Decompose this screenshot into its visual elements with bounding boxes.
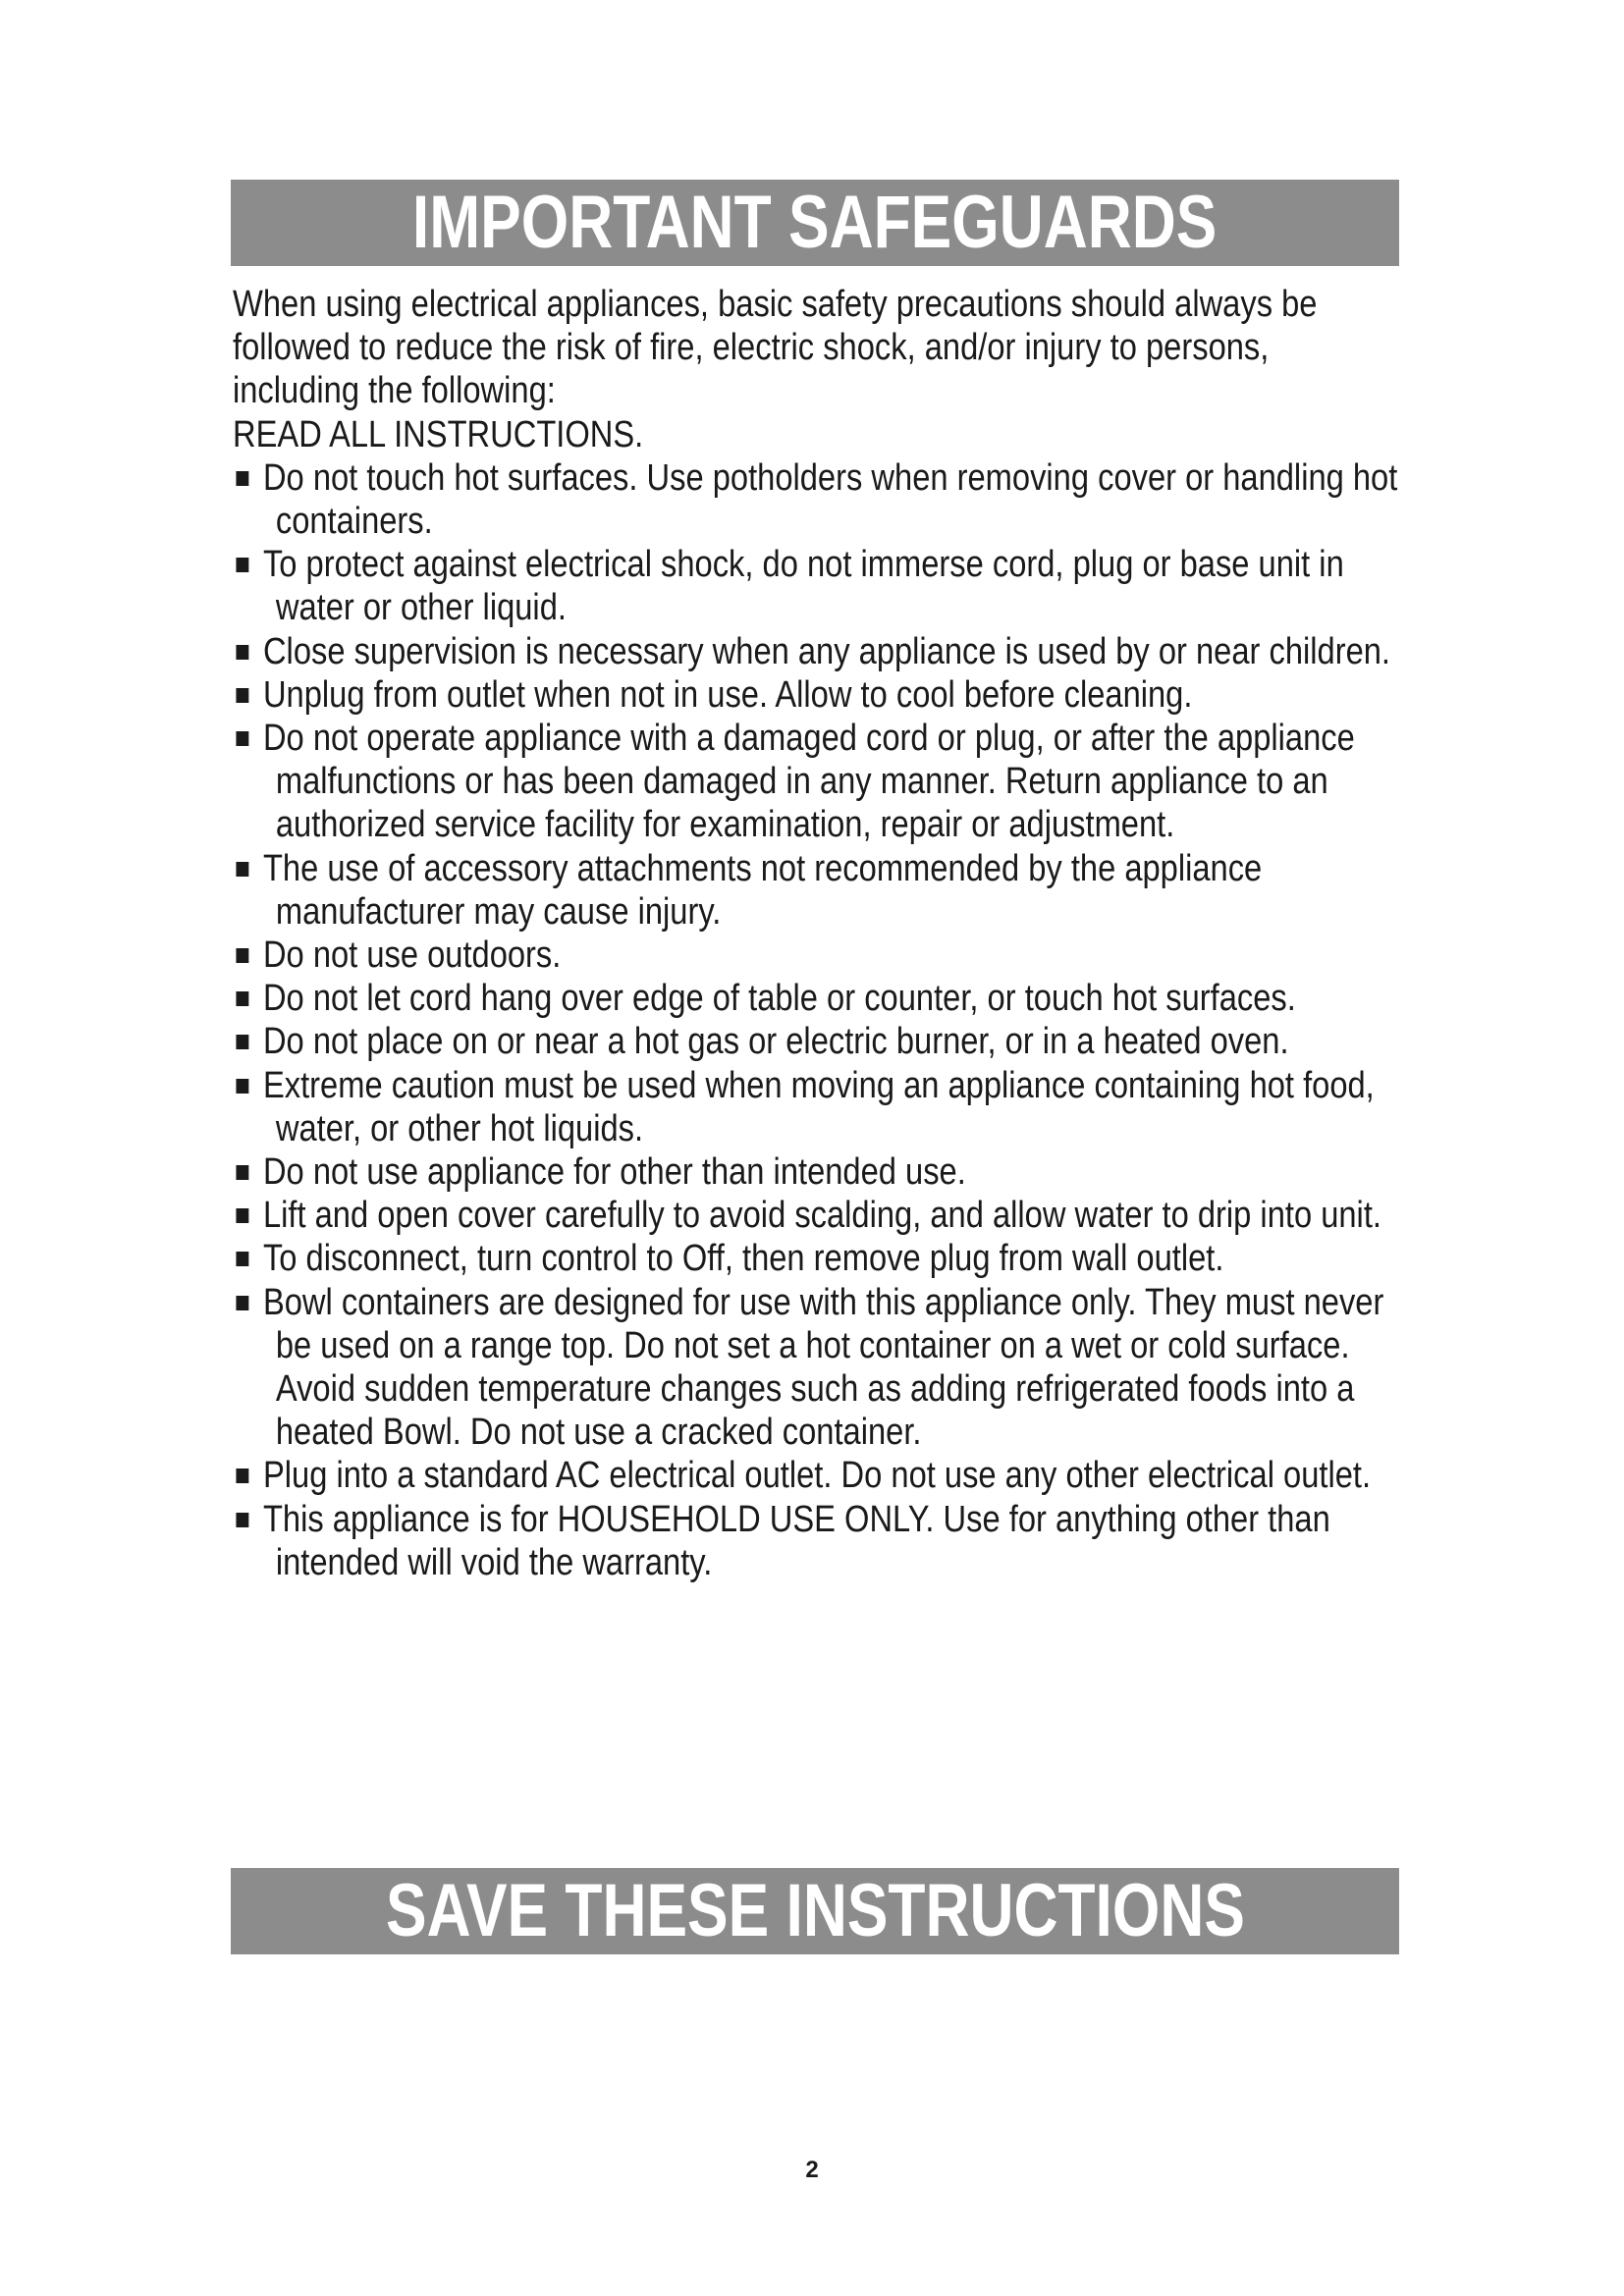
square-bullet-icon xyxy=(236,558,248,572)
square-bullet-icon xyxy=(236,862,248,877)
safeguard-text: Plug into a standard AC electrical outlet. Do not use any other electrical outlet. xyxy=(262,1455,1372,1497)
safeguard-item xyxy=(233,1020,1398,1063)
safeguard-text: Do not let cord hang over edge of table or counter, or touch hot surfaces. xyxy=(262,978,1296,1020)
safeguard-text: Lift and open cover carefully to avoid scalding, and allow water to drip into unit. xyxy=(262,1195,1381,1237)
page-number: 2 xyxy=(805,2157,819,2183)
safeguard-item xyxy=(233,1150,1398,1194)
save-instructions-heading xyxy=(231,1868,1399,1954)
square-bullet-icon xyxy=(236,948,248,963)
safeguard-text: To disconnect, turn control to Off, then remove plug from wall outlet. xyxy=(262,1238,1224,1280)
important-safeguards-heading xyxy=(231,180,1399,266)
safeguard-list xyxy=(233,456,1398,1584)
square-bullet-icon xyxy=(236,991,248,1006)
safeguard-item xyxy=(233,1194,1398,1237)
read-all-instructions: READ ALL INSTRUCTIONS. xyxy=(233,413,644,455)
square-bullet-icon xyxy=(236,1513,248,1527)
important-safeguards-heading-text: IMPORTANT SAFEGUARDS xyxy=(412,181,1218,264)
square-bullet-icon xyxy=(236,1165,248,1180)
safeguard-item xyxy=(233,1498,1398,1584)
safeguard-item xyxy=(233,717,1398,847)
square-bullet-icon xyxy=(236,1468,248,1483)
safeguard-text: The use of accessory attachments not recommended by the appliance manufacturer may cause injury. xyxy=(262,847,1263,933)
safeguard-item xyxy=(233,543,1398,629)
intro-paragraph: When using electrical appliances, basic safety precautions should always be followed to reduce the risk of fire, electric shock, and/or injury to persons, including the following: xyxy=(233,284,1318,412)
safeguard-item xyxy=(233,847,1398,934)
safeguards-body xyxy=(233,283,1401,1584)
square-bullet-icon xyxy=(236,471,248,486)
square-bullet-icon xyxy=(236,1035,248,1049)
safeguard-text: Do not use outdoors. xyxy=(262,934,562,977)
square-bullet-icon xyxy=(236,688,248,703)
safeguard-text: Do not place on or near a hot gas or electric burner, or in a heated oven. xyxy=(262,1021,1289,1063)
safeguard-text: Bowl containers are designed for use with this appliance only. They must never be used on a range top. Do not set a hot container on a wet or cold surface. Avoid sudden temperature changes such as adding refrigerated foods into a heated Bowl. Do not use a cracked container. xyxy=(262,1281,1384,1454)
safeguards-text-block xyxy=(233,283,1398,1584)
square-bullet-icon xyxy=(236,1296,248,1310)
safeguard-item xyxy=(233,1281,1398,1455)
safeguard-item xyxy=(233,1454,1398,1497)
safeguard-text: To protect against electrical shock, do not immerse cord, plug or base unit in water or other liquid. xyxy=(262,544,1344,629)
safeguard-text: Close supervision is necessary when any appliance is used by or near children. xyxy=(262,630,1391,672)
square-bullet-icon xyxy=(236,731,248,746)
safeguard-item xyxy=(233,673,1398,717)
safeguard-text: Do not use appliance for other than intended use. xyxy=(262,1151,966,1194)
safeguard-item xyxy=(233,1237,1398,1280)
safeguard-item xyxy=(233,456,1398,543)
safeguard-item xyxy=(233,934,1398,977)
safeguard-item xyxy=(233,630,1398,673)
safeguard-text: Do not touch hot surfaces. Use potholders when removing cover or handling hot containers. xyxy=(262,456,1398,543)
save-instructions-heading-text: SAVE THESE INSTRUCTIONS xyxy=(385,1869,1245,1952)
square-bullet-icon xyxy=(236,1079,248,1094)
safeguard-text: Unplug from outlet when not in use. Allow to cool before cleaning. xyxy=(262,673,1193,716)
safeguard-item xyxy=(233,977,1398,1020)
square-bullet-icon xyxy=(236,1208,248,1223)
safeguard-text: Extreme caution must be used when moving an appliance containing hot food, water, or other hot liquids. xyxy=(262,1064,1375,1149)
square-bullet-icon xyxy=(236,645,248,660)
square-bullet-icon xyxy=(236,1252,248,1266)
safeguard-text: Do not operate appliance with a damaged cord or plug, or after the appliance malfunctions or has been damaged in any manner. Return appliance to an authorized service facility for examination, repair or adjustment. xyxy=(262,718,1355,846)
safeguard-item xyxy=(233,1064,1398,1150)
safeguard-text: This appliance is for HOUSEHOLD USE ONLY. Use for anything other than intended will void the warranty. xyxy=(262,1498,1330,1583)
